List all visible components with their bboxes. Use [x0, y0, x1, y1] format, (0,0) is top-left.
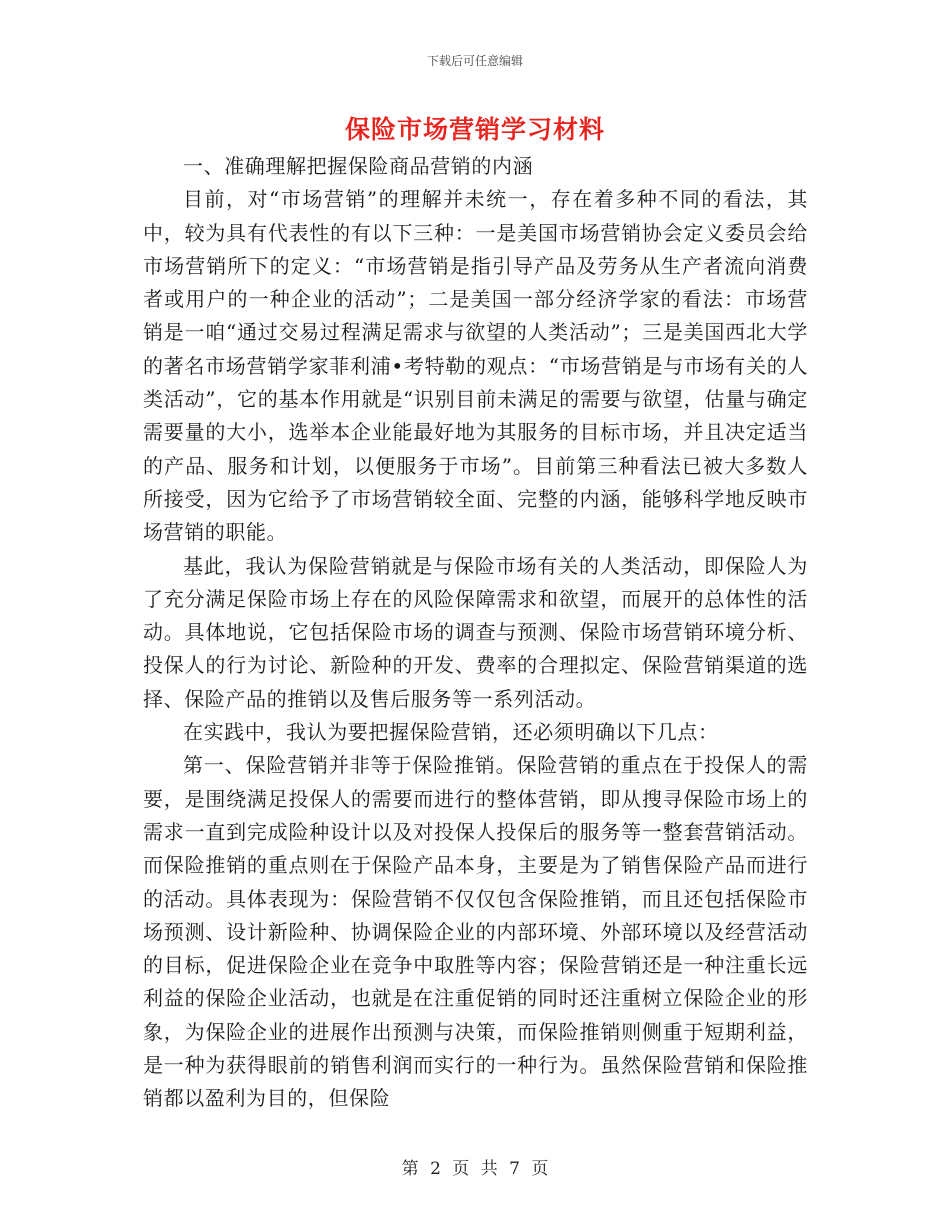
document-body: [143, 150, 808, 1116]
paragraph-marketing-definitions: 目前，对“市场营销”的理解并未统一，存在着多种不同的看法，其中，较为具有代表性的有以下三种：一是美国市场营销协会定义委员会给市场营销所下的定义：“市场营销是指引导产品及劳务从生产者流向消费者或用户的一种企业的活动”；二是美国一部分经济学家的看法：市场营销是一咱“通过交易过程满足需求与欲望的人类活动”；三是美国西北大学的著名市场营销学家菲利浦•考特勒的观点：“市场营销是与市场有关的人类活动”，它的基本作用就是“识别目前未满足的需要与欲望，估量与确定需要量的大小，选举本企业能最好地为其服务的目标市场，并且决定适当的产品、服务和计划，以便服务于市场”。目前第三种看法已被大多数人所接受，因为它给予了市场营销较全面、完整的内涵，能够科学地反映市场营销的职能。: [143, 187, 808, 545]
page-number: 第 2 页 共 7 页: [401, 1159, 549, 1179]
document-title: 保险市场营销学习材料: [344, 115, 605, 144]
paragraph-practice: 在实践中，我认为要把握保险营销，还必须明确以下几点：: [183, 720, 719, 745]
header-note: 下载后可任意编辑: [426, 54, 523, 68]
paragraph-point-one: 第一、保险营销并非等于保险推销。保险营销的重点在于投保人的需要，是围绕满足投保人的需要而进行的整体营销，即从搜寻保险市场上的需求一直到完成险种设计以及对投保人投保后的服务等一整套营销活动。而保险推销的重点则在于保险产品本身，主要是为了销售保险产品而进行的活动。具体表现为：保险营销不仅仅包含保险推销，而且还包括保险市场预测、设计新险种、协调保险企业的内部环境、外部环境以及经营活动的目标，促进保险企业在竞争中取胜等内容；保险营销还是一种注重长远利益的保险企业活动，也就是在注重促销的同时还注重树立保险企业的形象，为保险企业的进展作出预测与决策，而保险推销则侧重于短期利益，是一种为获得眼前的销售利润而实行的一种行为。虽然保险营销和保险推销都以盈利为目的，但保险: [143, 753, 808, 1111]
paragraph-insurance-marketing: 基此，我认为保险营销就是与保险市场有关的人类活动，即保险人为了充分满足保险市场上存在的风险保障需求和欲望，而展开的总体性的活动。具体地说，它包括保险市场的调查与预测、保险市场营销环境分析、投保人的行为讨论、新险种的开发、费率的合理拟定、保险营销渠道的选择、保险产品的推销以及售后服务等一系列活动。: [143, 553, 808, 711]
section-heading: 一、准确理解把握保险商品营销的内涵: [183, 154, 534, 178]
